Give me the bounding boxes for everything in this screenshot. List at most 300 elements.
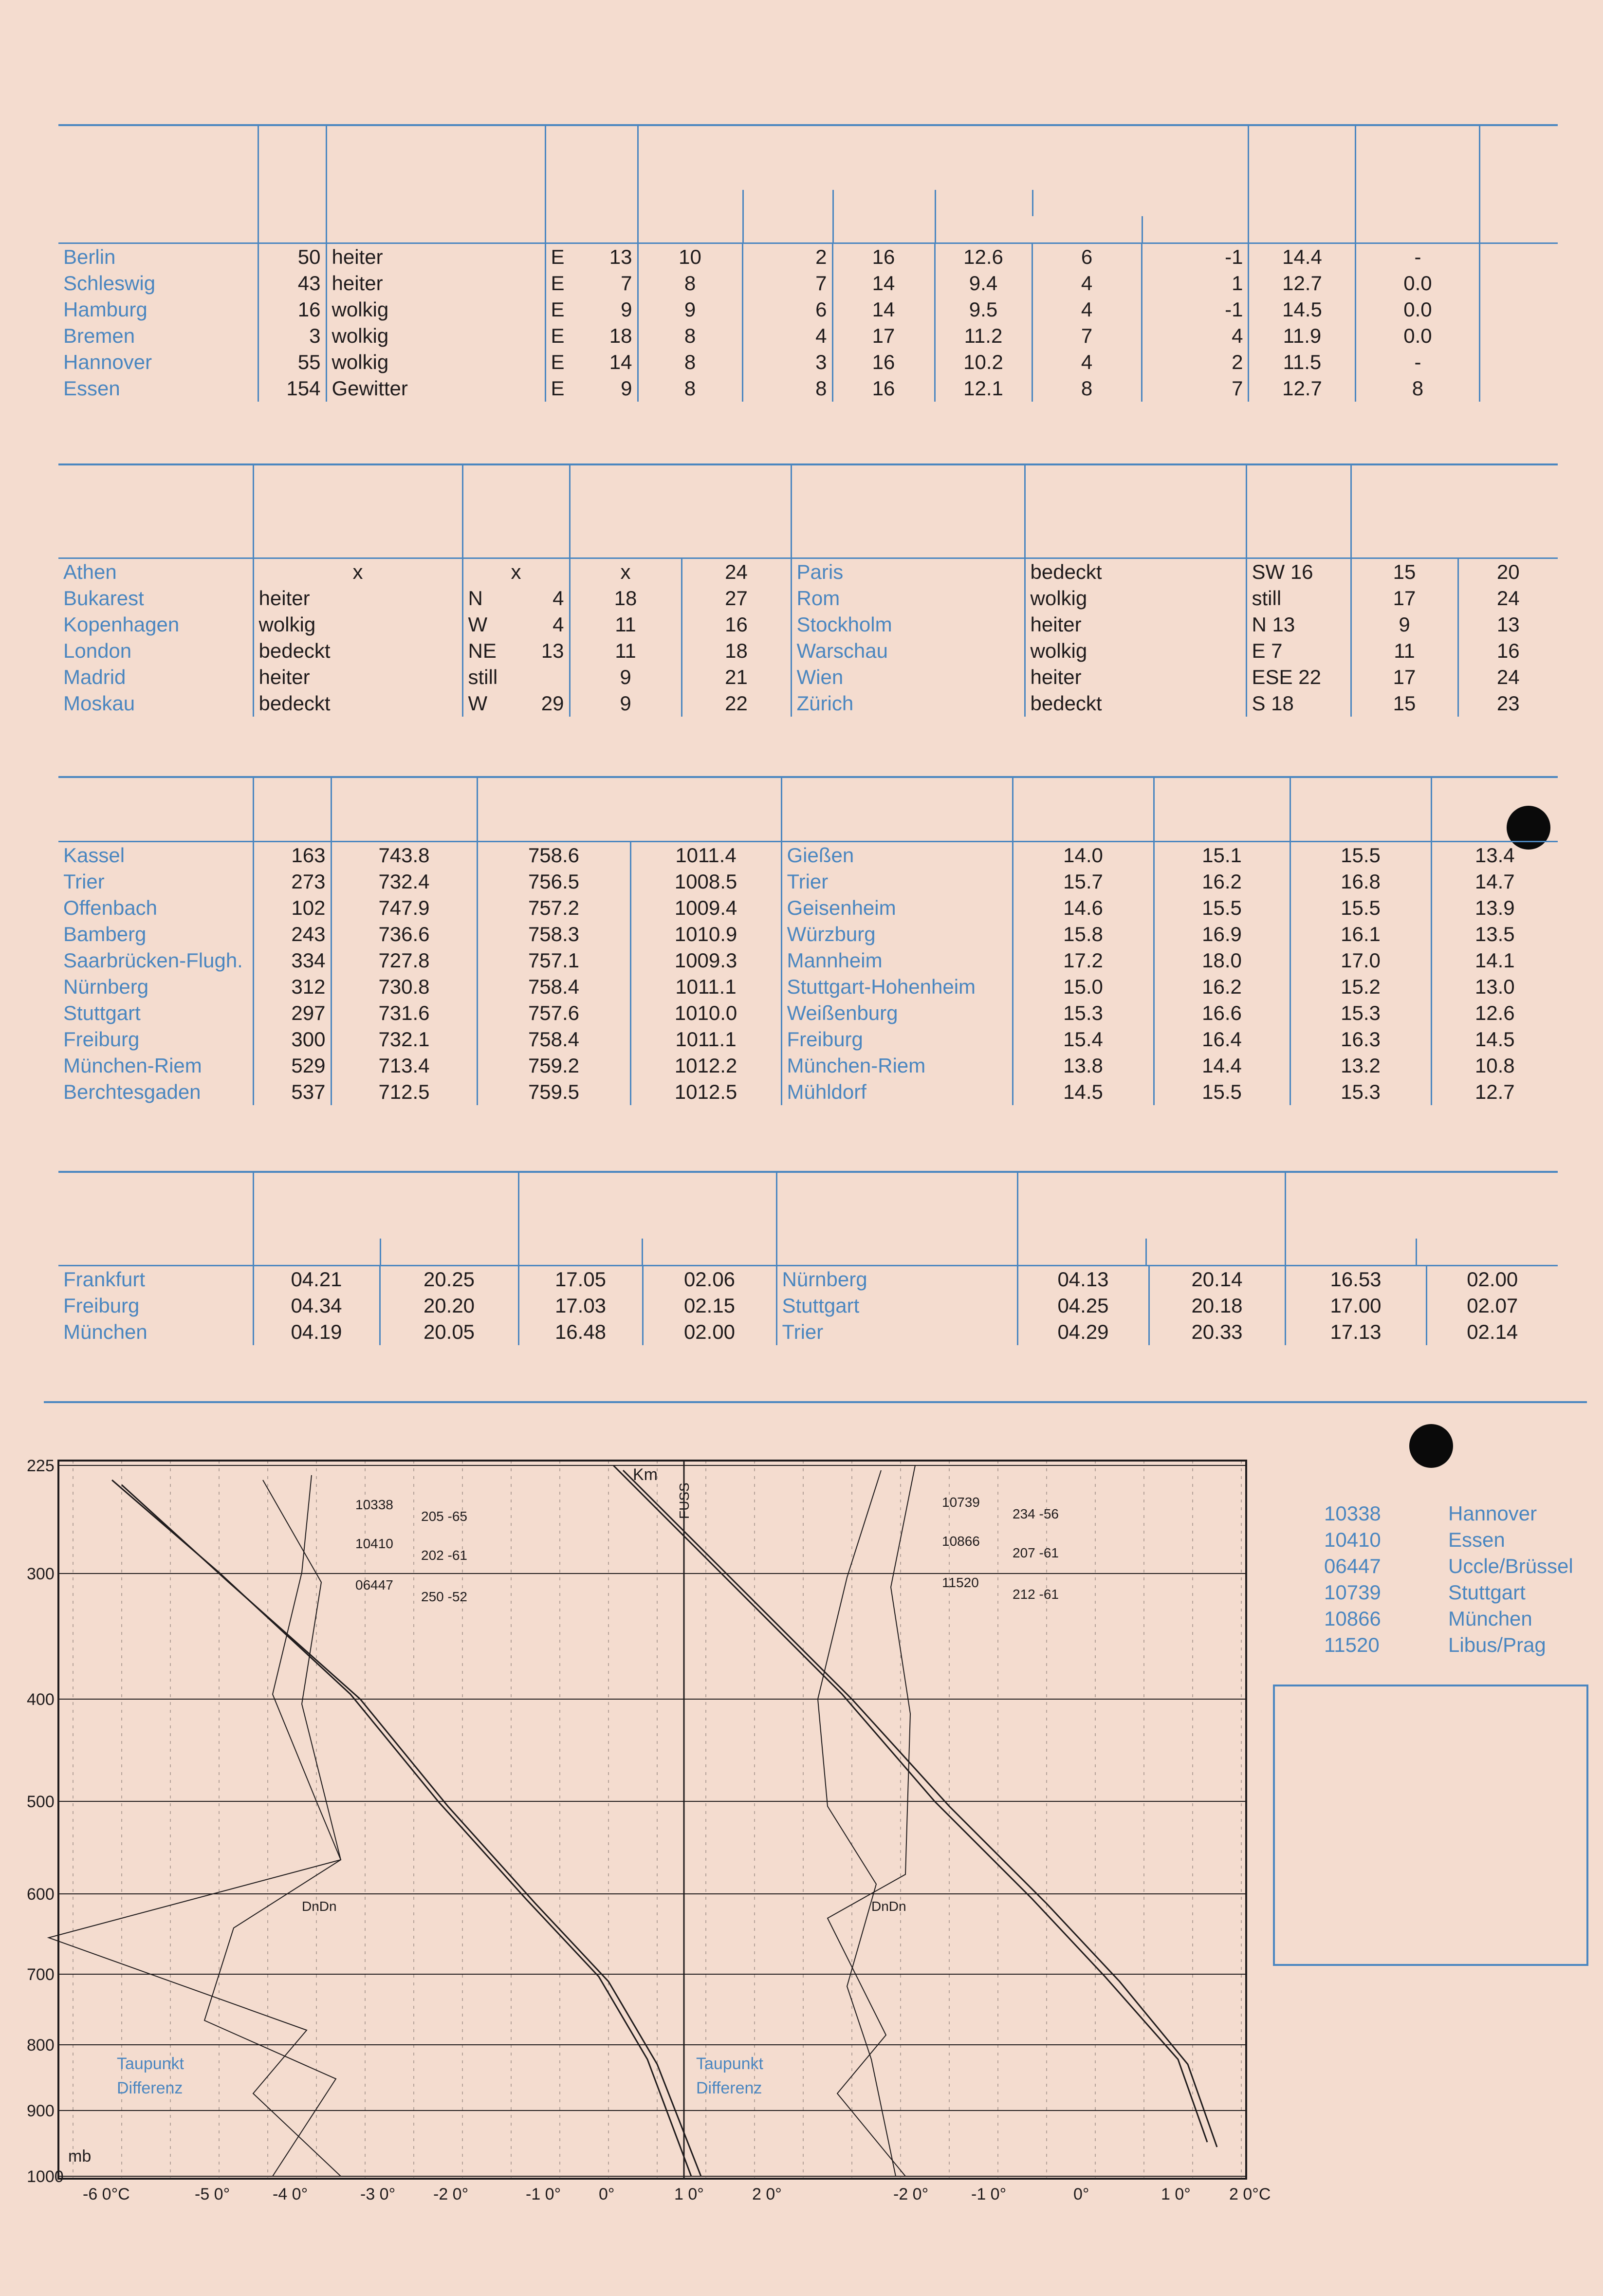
minboden: 1 <box>1142 270 1249 296</box>
sonne-untergang: 20.14 <box>1149 1265 1285 1293</box>
mittel: 10.2 <box>935 349 1032 375</box>
t100: 13.5 <box>1431 921 1558 947</box>
meeres-mm: 758.6 <box>477 841 630 869</box>
station-name: Nürnberg <box>776 1265 1017 1293</box>
temp-axis-label: 1 0° <box>1161 2185 1191 2203</box>
taupunkt: 8 <box>742 375 832 402</box>
mm: 731.6 <box>331 1000 477 1026</box>
mond-untergang: 02.07 <box>1426 1293 1558 1319</box>
wind: SW 16 <box>1246 558 1351 585</box>
sonne-aufgang: 04.19 <box>253 1319 380 1345</box>
temp-axis-label: 2 0° <box>752 2185 782 2203</box>
legend-station: Uccle/Brüssel <box>1448 1555 1573 1577</box>
temp-axis-label: 1 0° <box>674 2185 704 2203</box>
temperature-curve <box>122 1485 701 2176</box>
taupunkt: 3 <box>742 349 832 375</box>
minboden: -1 <box>1142 243 1249 270</box>
wetter: wolkig <box>1025 585 1246 611</box>
niederschlag: 8 <box>1356 375 1480 402</box>
hoehe: 43 <box>258 270 326 296</box>
max: 16 <box>682 611 791 638</box>
station-name: Freiburg <box>63 1294 140 1317</box>
t10: 14.5 <box>1013 1079 1154 1105</box>
sonne: 12.7 <box>1249 375 1356 402</box>
station-name: Mannheim <box>781 947 1013 974</box>
meeres-mb: 1011.1 <box>630 1026 781 1053</box>
chart-station-id: 11520 <box>942 1575 979 1590</box>
station-name: Trier <box>63 870 105 893</box>
station-name: London <box>63 639 132 662</box>
km-label: Km <box>633 1465 658 1484</box>
t20: 16.9 <box>1154 921 1290 947</box>
max: 22 <box>682 690 791 717</box>
station-name: Rom <box>791 585 1025 611</box>
wind: E 18 <box>545 323 638 349</box>
wetter: wolkig <box>1025 638 1246 664</box>
min2m: 7 <box>1032 323 1142 349</box>
mond-aufgang: 17.13 <box>1285 1319 1426 1345</box>
sonne-untergang: 20.33 <box>1149 1319 1285 1345</box>
t20: 18.0 <box>1154 947 1290 974</box>
station-name: Geisenheim <box>781 895 1013 921</box>
wind: still <box>1246 585 1351 611</box>
t50: 13.2 <box>1290 1053 1431 1079</box>
barom: 537 <box>253 1079 331 1105</box>
temp-axis-label: -1 0° <box>526 2185 561 2203</box>
sonne-aufgang: 04.13 <box>1017 1265 1149 1293</box>
station-name: Trier <box>776 1319 1017 1345</box>
t2m: 9 <box>638 296 742 323</box>
dewpoint-curve <box>828 1465 915 2176</box>
t2m: 10 <box>638 243 742 270</box>
mond-aufgang: 16.48 <box>518 1319 643 1345</box>
sonne-aufgang: 04.34 <box>253 1293 380 1319</box>
meeres-mm: 759.5 <box>477 1079 630 1105</box>
legend-station: Hannover <box>1448 1502 1537 1525</box>
chart-station-id: 06447 <box>355 1577 393 1592</box>
t10: 15.3 <box>1013 1000 1154 1026</box>
mm: 732.1 <box>331 1026 477 1053</box>
max: 16 <box>832 243 935 270</box>
chart-station-value: 205 -65 <box>421 1509 467 1524</box>
pressure-label: 400 <box>27 1690 55 1709</box>
station-name: Berchtesgaden <box>63 1080 201 1103</box>
t10: 14.6 <box>1013 895 1154 921</box>
sonne: 11.9 <box>1249 323 1356 349</box>
min2m: 4 <box>1032 296 1142 323</box>
mond-untergang: 02.14 <box>1426 1319 1558 1345</box>
max: 24 <box>682 558 791 585</box>
legend-kenn: 10338 <box>1324 1502 1381 1525</box>
t50: 15.5 <box>1290 895 1431 921</box>
mond-aufgang: 17.05 <box>518 1265 643 1293</box>
barom: 300 <box>253 1026 331 1053</box>
wetter: bedeckt <box>1025 558 1246 585</box>
meeres-mm: 758.4 <box>477 974 630 1000</box>
wetter: bedeckt <box>253 638 462 664</box>
t50: 15.2 <box>1290 974 1431 1000</box>
legend-kenn: 11520 <box>1324 1633 1380 1656</box>
taupunkt-label: Differenz <box>696 2079 762 2097</box>
fuss-label: FUSS <box>677 1482 692 1519</box>
wind: N 13 <box>1246 611 1351 638</box>
temp-axis-label: 0° <box>1073 2185 1089 2203</box>
mm: 730.8 <box>331 974 477 1000</box>
t7: 11 <box>1351 638 1458 664</box>
t100: 13.4 <box>1431 841 1558 869</box>
pressure-label: 800 <box>27 2036 55 2055</box>
wetter: heiter <box>326 270 545 296</box>
sonne-aufgang: 04.29 <box>1017 1319 1149 1345</box>
pressure-label: 600 <box>27 1885 55 1904</box>
max: 24 <box>1458 664 1558 690</box>
t10: 15.0 <box>1013 974 1154 1000</box>
t100: 14.1 <box>1431 947 1558 974</box>
t10: 15.4 <box>1013 1026 1154 1053</box>
dndn-label: DnDn <box>871 1899 906 1914</box>
sonne-untergang: 20.05 <box>380 1319 518 1345</box>
station-name: Kopenhagen <box>63 612 180 636</box>
minboden: 2 <box>1142 349 1249 375</box>
t7: 15 <box>1351 558 1458 585</box>
station-name: Weißenburg <box>781 1000 1013 1026</box>
temp-axis-label: -2 0° <box>893 2185 929 2203</box>
sonne: 14.4 <box>1249 243 1356 270</box>
minboden: -1 <box>1142 296 1249 323</box>
meeres-mm: 758.4 <box>477 1026 630 1053</box>
max: 16 <box>1458 638 1558 664</box>
taupunkt: 7 <box>742 270 832 296</box>
wetter: heiter <box>253 585 462 611</box>
wetter: bedeckt <box>1025 690 1246 717</box>
hoehe: 50 <box>258 243 326 270</box>
t2m: 8 <box>638 349 742 375</box>
legend-station: Stuttgart <box>1448 1581 1526 1604</box>
max: 14 <box>832 270 935 296</box>
t100: 12.7 <box>1431 1079 1558 1105</box>
station-name: Wien <box>791 664 1025 690</box>
station-name: Mühldorf <box>781 1079 1013 1105</box>
station-name: Würzburg <box>781 921 1013 947</box>
sonne-aufgang: 04.21 <box>253 1265 380 1293</box>
temp-axis-label: -6 0°C <box>83 2185 130 2203</box>
mm: 747.9 <box>331 895 477 921</box>
taupunkt: 4 <box>742 323 832 349</box>
t100: 12.6 <box>1431 1000 1558 1026</box>
t100: 13.0 <box>1431 974 1558 1000</box>
meeres-mb: 1009.4 <box>630 895 781 921</box>
t10: 13.8 <box>1013 1053 1154 1079</box>
mm: 727.8 <box>331 947 477 974</box>
meeres-mm: 757.1 <box>477 947 630 974</box>
barom: 273 <box>253 869 331 895</box>
niederschlag: 0.0 <box>1356 323 1480 349</box>
min2m: 4 <box>1032 349 1142 375</box>
mb-label: mb <box>68 2147 92 2166</box>
mm: 743.8 <box>331 841 477 869</box>
station-name: Madrid <box>63 665 126 688</box>
t7: 18 <box>570 585 682 611</box>
chart-station-value: 202 -61 <box>421 1548 467 1563</box>
mm: 732.4 <box>331 869 477 895</box>
max: 16 <box>832 375 935 402</box>
mittel: 9.4 <box>935 270 1032 296</box>
barom: 163 <box>253 841 331 869</box>
sonne: 12.7 <box>1249 270 1356 296</box>
mond-untergang: 02.00 <box>643 1319 776 1345</box>
wetter: x <box>253 558 462 585</box>
max: 24 <box>1458 585 1558 611</box>
t2m: 8 <box>638 323 742 349</box>
temp-axis-label: 0° <box>599 2185 615 2203</box>
barom: 297 <box>253 1000 331 1026</box>
meeres-mb: 1012.5 <box>630 1079 781 1105</box>
wetter: heiter <box>1025 611 1246 638</box>
t50: 15.5 <box>1290 841 1431 869</box>
t50: 17.0 <box>1290 947 1431 974</box>
wind: E 7 <box>545 270 638 296</box>
t20: 16.6 <box>1154 1000 1290 1026</box>
station-name: München-Riem <box>63 1054 202 1077</box>
mond-untergang: 02.15 <box>643 1293 776 1319</box>
wetter: heiter <box>326 243 545 270</box>
t10: 17.2 <box>1013 947 1154 974</box>
meeres-mm: 757.2 <box>477 895 630 921</box>
max: 18 <box>682 638 791 664</box>
minboden: 4 <box>1142 323 1249 349</box>
t7: 9 <box>1351 611 1458 638</box>
station-name: Hannover <box>63 350 152 373</box>
t50: 16.1 <box>1290 921 1431 947</box>
legend-kenn: 10410 <box>1324 1528 1381 1551</box>
chart-station-id: 10739 <box>942 1495 980 1510</box>
t7: 9 <box>570 690 682 717</box>
chart-station-id: 10338 <box>355 1497 393 1512</box>
hoehe: 55 <box>258 349 326 375</box>
max: 20 <box>1458 558 1558 585</box>
pressure-label: 700 <box>27 1965 55 1984</box>
meeres-mm: 758.3 <box>477 921 630 947</box>
wetter: wolkig <box>326 323 545 349</box>
niederschlag: 0.0 <box>1356 296 1480 323</box>
wind: W 4 <box>462 611 570 638</box>
t100: 14.7 <box>1431 869 1558 895</box>
t7: 17 <box>1351 664 1458 690</box>
max: 27 <box>682 585 791 611</box>
station-name: Paris <box>791 558 1025 585</box>
taupunkt: 2 <box>742 243 832 270</box>
barom: 243 <box>253 921 331 947</box>
meeres-mb: 1011.4 <box>630 841 781 869</box>
station-name: Stockholm <box>791 611 1025 638</box>
t7: 17 <box>1351 585 1458 611</box>
t7: 15 <box>1351 690 1458 717</box>
station-name: Nürnberg <box>63 975 149 998</box>
temperature-curve <box>112 1480 691 2176</box>
wind: E 9 <box>545 296 638 323</box>
wetter: bedeckt <box>253 690 462 717</box>
t7: 9 <box>570 664 682 690</box>
t7: 11 <box>570 638 682 664</box>
sonne-untergang: 20.25 <box>380 1265 518 1293</box>
mittel: 11.2 <box>935 323 1032 349</box>
temperature-curve <box>613 1465 1207 2142</box>
barom: 529 <box>253 1053 331 1079</box>
chart-station-value: 212 -61 <box>1013 1587 1059 1602</box>
legend-kenn: 10739 <box>1324 1581 1381 1604</box>
t50: 15.3 <box>1290 1000 1431 1026</box>
chart-station-value: 234 -56 <box>1013 1506 1059 1521</box>
legend-station: Libus/Prag <box>1448 1633 1546 1656</box>
station-name: Stuttgart-Hohenheim <box>781 974 1013 1000</box>
mond-untergang: 02.06 <box>643 1265 776 1293</box>
niederschlag: - <box>1356 349 1480 375</box>
mond-aufgang: 16.53 <box>1285 1265 1426 1293</box>
wetter: Gewitter <box>326 375 545 402</box>
meeres-mb: 1011.1 <box>630 974 781 1000</box>
temp-axis-label: -4 0° <box>273 2185 308 2203</box>
max: 16 <box>832 349 935 375</box>
station-name: Saarbrücken-Flugh. <box>63 948 243 972</box>
meeres-mb: 1010.0 <box>630 1000 781 1026</box>
t10: 15.8 <box>1013 921 1154 947</box>
t7: x <box>570 558 682 585</box>
station-name: Freiburg <box>63 1027 140 1051</box>
legend-station: München <box>1448 1607 1532 1630</box>
t50: 15.3 <box>1290 1079 1431 1105</box>
temp-axis-label: -5 0° <box>195 2185 230 2203</box>
t20: 15.5 <box>1154 1079 1290 1105</box>
wind: E 9 <box>545 375 638 402</box>
mittel: 12.1 <box>935 375 1032 402</box>
sonne-untergang: 20.18 <box>1149 1293 1285 1319</box>
meeres-mb: 1012.2 <box>630 1053 781 1079</box>
pressure-label: 225 <box>27 1457 55 1475</box>
t50: 16.8 <box>1290 869 1431 895</box>
wetter: wolkig <box>326 296 545 323</box>
t10: 15.7 <box>1013 869 1154 895</box>
mond-aufgang: 17.03 <box>518 1293 643 1319</box>
t50: 16.3 <box>1290 1026 1431 1053</box>
chart-station-id: 10410 <box>355 1536 393 1551</box>
station-name: Warschau <box>791 638 1025 664</box>
niederschlag: - <box>1356 243 1480 270</box>
t20: 15.1 <box>1154 841 1290 869</box>
taupunkt-label: Taupunkt <box>117 2055 184 2073</box>
temp-axis-label: -2 0° <box>433 2185 469 2203</box>
t10: 14.0 <box>1013 841 1154 869</box>
sonne-untergang: 20.20 <box>380 1293 518 1319</box>
station-name: Bremen <box>63 324 135 347</box>
max: 17 <box>832 323 935 349</box>
taupunkt-label: Taupunkt <box>696 2055 763 2073</box>
meeres-mb: 1009.3 <box>630 947 781 974</box>
pressure-label: 1000 <box>27 2167 64 2186</box>
wind: N 4 <box>462 585 570 611</box>
mond-aufgang: 17.00 <box>1285 1293 1426 1319</box>
t7: 11 <box>570 611 682 638</box>
hoehe: 3 <box>258 323 326 349</box>
wind: E 7 <box>1246 638 1351 664</box>
max: 23 <box>1458 690 1558 717</box>
wetter: heiter <box>1025 664 1246 690</box>
station-name: Kassel <box>63 843 125 867</box>
pressure-label: 500 <box>27 1793 55 1811</box>
temp-axis-label: -1 0° <box>971 2185 1007 2203</box>
station-name: Athen <box>63 560 117 583</box>
max: 14 <box>832 296 935 323</box>
meeres-mb: 1008.5 <box>630 869 781 895</box>
taupunkt-label: Differenz <box>117 2079 183 2097</box>
mittel: 9.5 <box>935 296 1032 323</box>
wind: x <box>462 558 570 585</box>
wind: NE 13 <box>462 638 570 664</box>
temperature-curve <box>623 1470 1217 2147</box>
min2m: 4 <box>1032 270 1142 296</box>
wind: still <box>462 664 570 690</box>
station-name: Offenbach <box>63 896 158 919</box>
wind: ESE 22 <box>1246 664 1351 690</box>
station-name: Moskau <box>63 691 135 715</box>
chart-station-id: 10866 <box>942 1534 980 1549</box>
sonne: 11.5 <box>1249 349 1356 375</box>
mm: 713.4 <box>331 1053 477 1079</box>
niederschlag: 0.0 <box>1356 270 1480 296</box>
pressure-label: 900 <box>27 2102 55 2120</box>
barom: 334 <box>253 947 331 974</box>
station-name: Bukarest <box>63 586 144 610</box>
min2m: 6 <box>1032 243 1142 270</box>
sonne-aufgang: 04.25 <box>1017 1293 1149 1319</box>
barom: 312 <box>253 974 331 1000</box>
meeres-mm: 756.5 <box>477 869 630 895</box>
max: 21 <box>682 664 791 690</box>
minboden: 7 <box>1142 375 1249 402</box>
legend-station: Essen <box>1448 1528 1505 1551</box>
station-name: Stuttgart <box>63 1001 141 1024</box>
t100: 10.8 <box>1431 1053 1558 1079</box>
station-name: Frankfurt <box>63 1267 146 1291</box>
hoehe: 154 <box>258 375 326 402</box>
station-name: Schleswig <box>63 271 156 295</box>
station-name: München <box>63 1320 147 1343</box>
mm: 736.6 <box>331 921 477 947</box>
wind: E 13 <box>545 243 638 270</box>
wetter: heiter <box>253 664 462 690</box>
t20: 16.4 <box>1154 1026 1290 1053</box>
legend-kenn: 06447 <box>1324 1555 1381 1577</box>
station-name: Zürich <box>791 690 1025 717</box>
t20: 15.5 <box>1154 895 1290 921</box>
wind: S 18 <box>1246 690 1351 717</box>
hoehe: 16 <box>258 296 326 323</box>
mond-untergang: 02.00 <box>1426 1265 1558 1293</box>
barom: 102 <box>253 895 331 921</box>
t20: 16.2 <box>1154 974 1290 1000</box>
station-name: Berlin <box>63 245 116 268</box>
station-name: Gießen <box>781 841 1013 869</box>
dndn-label: DnDn <box>302 1899 337 1914</box>
meeres-mb: 1010.9 <box>630 921 781 947</box>
mm: 712.5 <box>331 1079 477 1105</box>
taupunkt: 6 <box>742 296 832 323</box>
temp-axis-label: -3 0° <box>360 2185 396 2203</box>
station-name: Bamberg <box>63 922 147 945</box>
wetter: wolkig <box>326 349 545 375</box>
t100: 13.9 <box>1431 895 1558 921</box>
station-name: Essen <box>63 376 120 400</box>
station-name: Trier <box>781 869 1013 895</box>
